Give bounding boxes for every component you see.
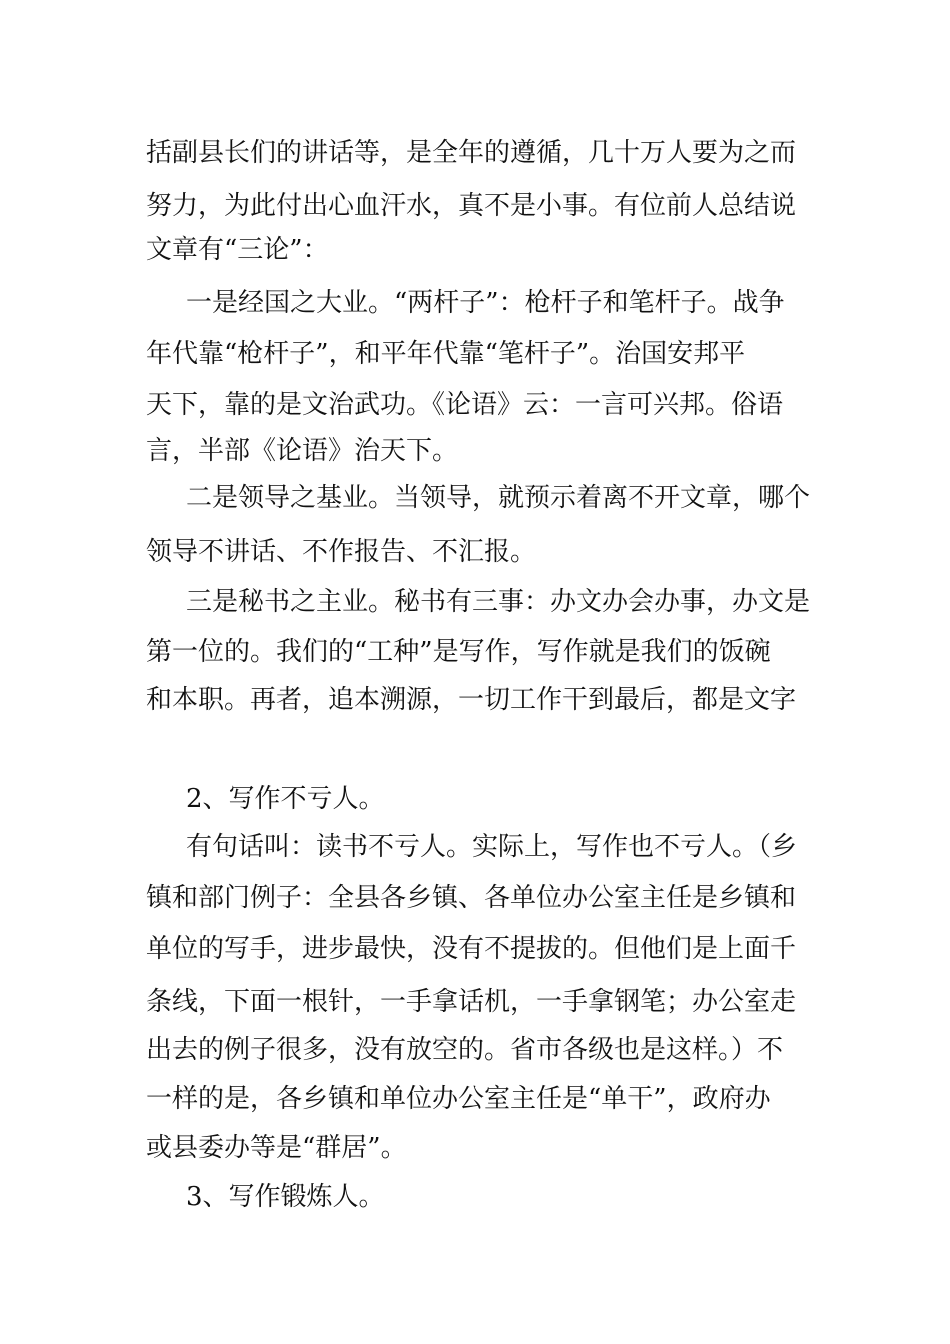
paragraph-4-line-3: 单位的写手，进步最快，没有不提拔的。但他们是上面千 xyxy=(146,934,797,964)
section-heading-2: 2、写作不亏人。 xyxy=(186,784,385,814)
text-line-3: 文章有“三论”： xyxy=(146,235,329,265)
paragraph-1-line-1: 一是经国之大业。“两杆子”：枪杆子和笔杆子。战争 xyxy=(186,288,785,318)
paragraph-4-line-6: 一样的是，各乡镇和单位办公室主任是“单干”，政府办 xyxy=(146,1084,771,1114)
paragraph-2-line-1: 二是领导之基业。当领导，就预示着离不开文章，哪个 xyxy=(186,483,811,513)
paragraph-1-line-3: 天下，靠的是文治武功。《论语》云：一言可兴邦。俗语 xyxy=(146,390,784,420)
paragraph-4-line-5: 出去的例子很多，没有放空的。省市各级也是这样。）不 xyxy=(146,1035,784,1065)
section-heading-3: 3、写作锻炼人。 xyxy=(186,1182,385,1212)
paragraph-2-line-2: 领导不讲话、不作报告、不汇报。 xyxy=(146,537,537,567)
paragraph-3-line-1: 三是秘书之主业。秘书有三事：办文办会办事，办文是 xyxy=(186,587,811,617)
paragraph-4-line-7: 或县委办等是“群居”。 xyxy=(146,1133,407,1163)
paragraph-4-line-1: 有句话叫：读书不亏人。实际上，写作也不亏人。（乡 xyxy=(186,832,798,862)
paragraph-4-line-2: 镇和部门例子：全县各乡镇、各单位办公室主任是乡镇和 xyxy=(146,883,797,913)
text-line-1: 括副县长们的讲话等，是全年的遵循，几十万人要为之而 xyxy=(146,138,797,168)
paragraph-3-line-2: 第一位的。我们的“工种”是写作，写作就是我们的饭碗 xyxy=(146,637,771,667)
paragraph-1-line-2: 年代靠“枪杆子”，和平年代靠“笔杆子”。治国安邦平 xyxy=(146,339,746,369)
text-line-2: 努力，为此付出心血汗水，真不是小事。有位前人总结说 xyxy=(146,191,797,221)
paragraph-3-line-3: 和本职。再者，追本溯源，一切工作干到最后，都是文字 xyxy=(146,685,797,715)
paragraph-1-line-4: 言，半部《论语》治天下。 xyxy=(146,436,459,466)
paragraph-4-line-4: 条线，下面一根针，一手拿话机，一手拿钢笔；办公室走 xyxy=(146,987,797,1017)
